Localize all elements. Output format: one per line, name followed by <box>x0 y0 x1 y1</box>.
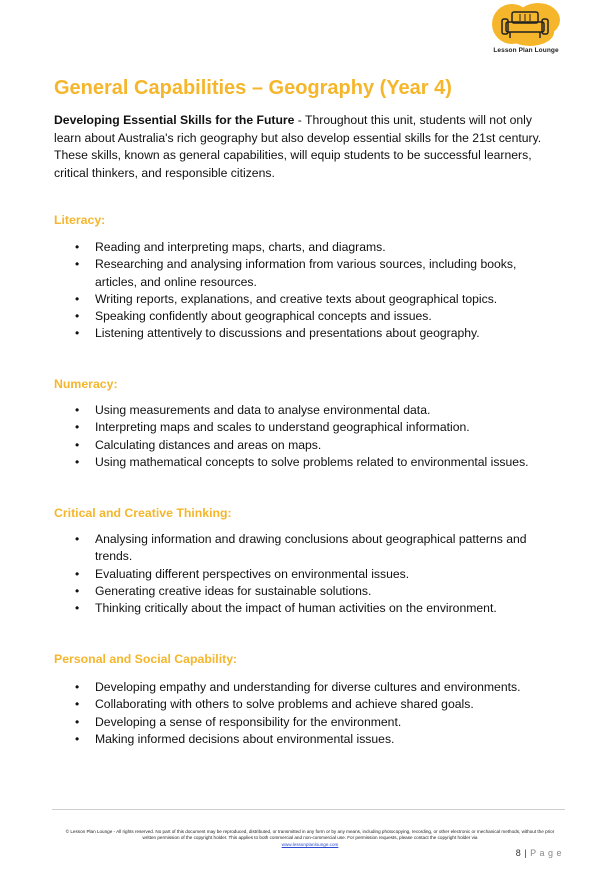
list-item: • Developing empathy and understanding for diverse cultures and environments. <box>54 679 554 696</box>
bullet-icon: • <box>75 566 80 581</box>
list-item: • Developing a sense of responsibility for the environment. <box>54 714 554 731</box>
list-item: • Calculating distances and areas on maps. <box>54 437 554 454</box>
bullet-icon: • <box>75 326 80 341</box>
bullet-icon: • <box>75 680 80 694</box>
list-item: • Researching and analysing information from various sources, including books, articles, and online resources. <box>75 257 517 289</box>
intro-lead: Developing Essential Skills for the Future <box>54 113 295 127</box>
list-item: • Generating creative ideas for sustainable solutions. <box>54 583 554 600</box>
bullet-icon: • <box>75 454 80 469</box>
section-heading-critical-creative-thinking: Critical and Creative Thinking: <box>54 506 232 520</box>
list-item: • Collaborating with others to solve problems and achieve shared goals. <box>54 696 554 713</box>
bullet-icon: • <box>75 532 80 546</box>
bullet-icon: • <box>75 697 80 712</box>
personal-social-list <box>54 679 554 748</box>
list-item: • Using measurements and data to analyse environmental data. <box>54 402 554 419</box>
list-item: • Writing reports, explanations, and creative texts about geographical topics. <box>54 291 554 308</box>
list-item: • Reading and interpreting maps, charts, and diagrams. <box>54 239 554 256</box>
list-item: • Evaluating different perspectives on environmental issues. <box>54 566 554 583</box>
copyright-text: © Lesson Plan Lounge - All rights reserved. No part of this document may be reproduced, distributed, or transmitted in any form or by any means, including photocopying, recording, or other electronic or mechanical methods, without the prior written permission of the copyright holder. This applies to both commercial and non-commercial use. For permission requests, please contact the copyright holder via <box>65 829 555 841</box>
bullet-icon: • <box>75 583 80 598</box>
bullet-icon: • <box>75 291 80 306</box>
section-heading-numeracy: Numeracy: <box>54 377 118 391</box>
list-item: • Listening attentively to discussions and presentations about geography. <box>54 325 554 342</box>
website-link[interactable]: www.lessonplanlounge.com <box>281 841 339 847</box>
bullet-icon: • <box>75 714 80 729</box>
list-item: • Using mathematical concepts to solve problems related to environmental issues. <box>54 454 554 471</box>
bullet-icon: • <box>75 731 80 746</box>
intro-body: - Throughout this unit, students will not only learn about Australia's rich geography but also develop essential skills for the 21st century. These skills, known as general capabilities, will equip students to be successful learners, critical thinkers, and responsible citizens. <box>54 113 542 180</box>
footer-copyright <box>60 829 560 848</box>
bullet-icon: • <box>75 309 80 324</box>
lounge-chair-icon <box>490 2 562 48</box>
list-item: • Speaking confidently about geographical concepts and issues. <box>54 308 554 325</box>
list-item: • Making informed decisions about environmental issues. <box>54 731 554 748</box>
literacy-list <box>54 239 554 343</box>
bullet-icon: • <box>75 403 80 417</box>
list-item: • Thinking critically about the impact of human activities on the environment. <box>54 600 554 617</box>
list-item: • Interpreting maps and scales to understand geographical information. <box>54 419 554 436</box>
section-heading-personal-social: Personal and Social Capability: <box>54 652 238 666</box>
bullet-icon: • <box>75 257 80 272</box>
logo-text: Lesson Plan Lounge <box>493 47 559 54</box>
bullet-icon: • <box>75 420 80 435</box>
list-item: • Analysing information and drawing conclusions about geographical patterns and trends. <box>75 532 527 564</box>
page-title: General Capabilities – Geography (Year 4) <box>54 77 452 99</box>
critical-thinking-list <box>54 531 554 617</box>
page-label: P a g e <box>530 848 562 858</box>
bullet-icon: • <box>75 601 80 616</box>
numeracy-list <box>54 402 554 471</box>
page-number: 8 | P a g e <box>515 848 562 858</box>
bullet-icon: • <box>75 240 80 254</box>
page-number-value: 8 <box>515 848 522 858</box>
intro-paragraph <box>54 112 554 182</box>
section-heading-literacy: Literacy: <box>54 213 106 227</box>
bullet-icon: • <box>75 437 80 452</box>
footer-divider <box>52 809 565 810</box>
